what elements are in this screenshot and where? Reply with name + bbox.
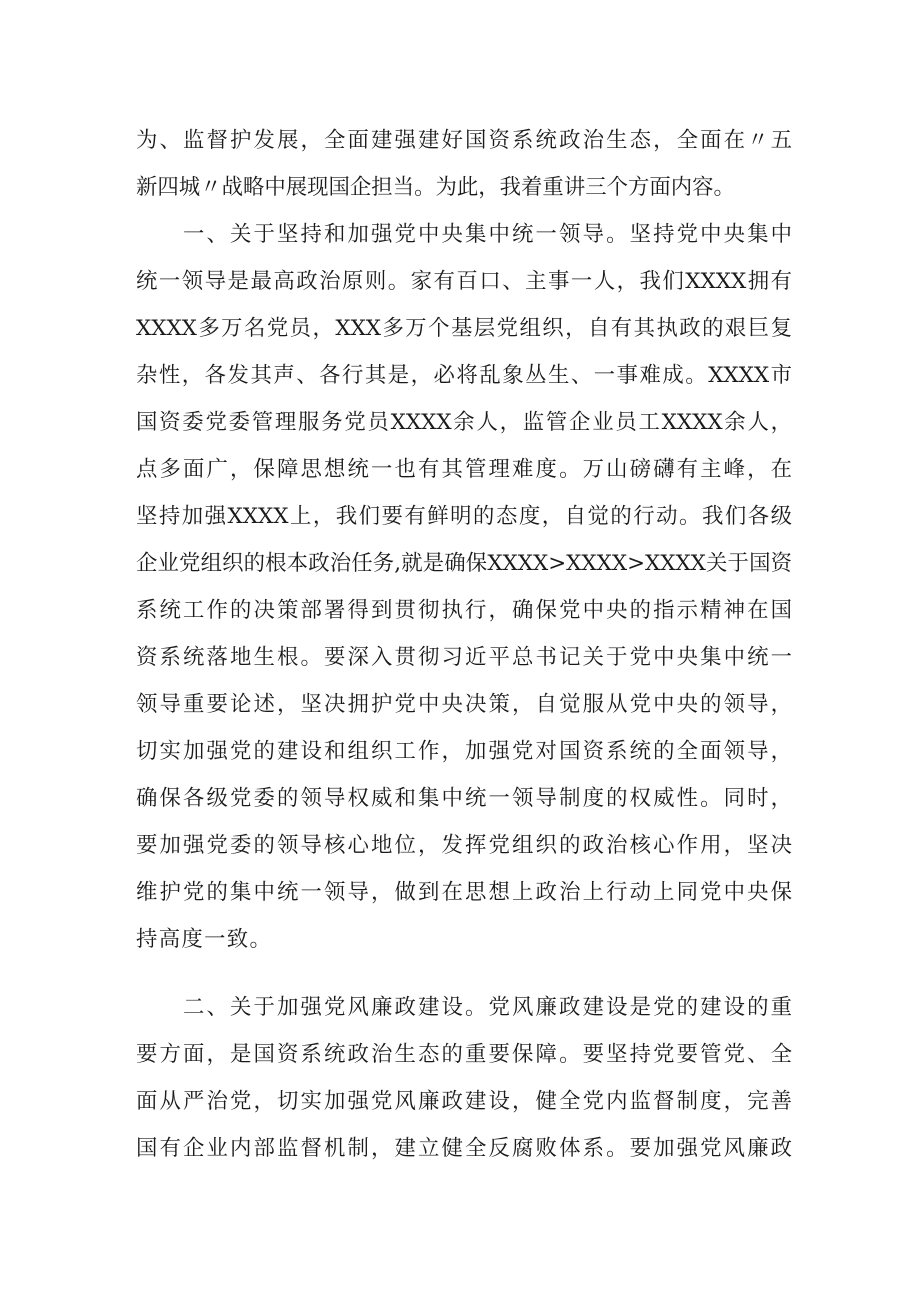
text-line: 统一领导是最高政治原则。家有百口、主事一人，我们XXXX拥有 (136, 269, 792, 294)
text-line: 为、监督护发展，全面建强建好国资系统政治生态，全面在〃五 (136, 128, 792, 153)
text-line: 要加强党委的领导核心地位，发挥党组织的政治核心作用，坚决 (136, 833, 792, 858)
text-line: 维护党的集中统一领导，做到在思想上政治上行动上同党中央保 (136, 880, 792, 905)
text-line: 国资委党委管理服务党员XXXX余人，监管企业员工XXXX余人， (136, 410, 792, 435)
text-line: 面从严治党，切实加强党风廉政建设，健全党内监督制度，完善 (136, 1089, 792, 1114)
text-line: XXXX多万名党员，XXX多万个基层党组织，自有其执政的艰巨复 (136, 316, 792, 341)
text-line: 确保各级党委的领导权威和集中统一领导制度的权威性。同时， (136, 786, 792, 811)
text-line: 持高度一致。 (136, 927, 273, 952)
text-line: 要方面，是国资系统政治生态的重要保障。要坚持党要管党、全 (136, 1042, 792, 1067)
text-line: 一、关于坚持和加强党中央集中统一领导。坚持党中央集中 (183, 222, 792, 247)
text-line: 资系统落地生根。要深入贯彻习近平总书记关于党中央集中统一 (136, 645, 792, 670)
text-line: 二、关于加强党风廉政建设。党风廉政建设是党的建设的重 (183, 995, 792, 1020)
text-line: 杂性，各发其声、各行其是，必将乱象丛生、一事难成。XXXX市 (136, 363, 792, 388)
text-line: 领导重要论述，坚决拥护党中央决策，自觉服从党中央的领导， (136, 692, 792, 717)
text-line: 点多面广，保障思想统一也有其管理难度。万山磅礴有主峰，在 (136, 457, 792, 482)
text-line: 坚持加强XXXX上，我们要有鲜明的态度，自觉的行动。我们各级 (136, 504, 792, 529)
text-line: 系统工作的决策部署得到贯彻执行，确保党中央的指示精神在国 (136, 598, 792, 623)
text-line: 新四城〃战略中展现国企担当。为此，我着重讲三个方面内容。 (136, 175, 735, 200)
text-line: 国有企业内部监督机制，建立健全反腐败体系。要加强党风廉政 (136, 1136, 792, 1161)
text-line: 切实加强党的建设和组织工作，加强党对国资系统的全面领导， (136, 739, 792, 764)
text-line: 企业党组织的根本政治任务,就是确保XXXX>XXXX>XXXX关于国资 (136, 551, 792, 576)
